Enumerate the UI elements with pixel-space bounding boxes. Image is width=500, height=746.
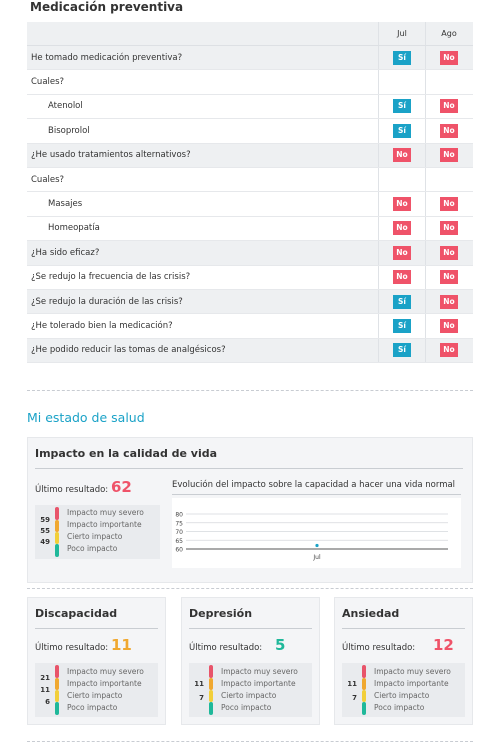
severity-bar-low — [209, 702, 213, 715]
yes-badge: Sí — [393, 124, 411, 138]
severity-bar-some — [55, 532, 59, 544]
answer-cell-jul — [378, 70, 425, 93]
no-badge: No — [440, 295, 458, 309]
question-label: Cuales? — [31, 174, 65, 185]
answer-cell-ago — [425, 192, 472, 215]
threshold-value: 11 — [40, 686, 50, 694]
severity-bar-severe — [209, 665, 213, 678]
answer-cell-jul — [378, 290, 425, 313]
question-label: ¿Se redujo la duración de las crisis? — [31, 296, 183, 307]
x-tick-label: Jul — [313, 554, 321, 561]
answer-cell-jul — [378, 168, 425, 191]
severity-bar-important — [362, 678, 366, 690]
card-divider — [189, 628, 312, 629]
y-tick-label: 70 — [175, 529, 183, 536]
answer-cell-jul — [378, 95, 425, 118]
table-row — [27, 266, 473, 290]
severity-bar-severe — [55, 507, 59, 520]
table-row — [27, 46, 473, 70]
scale-label-low: Poco impacto — [374, 703, 425, 712]
severity-bar-severe — [362, 665, 366, 678]
answer-cell-jul — [378, 119, 425, 142]
section-divider — [27, 741, 473, 742]
answer-cell-jul — [378, 339, 425, 362]
yes-badge: Sí — [393, 99, 411, 113]
answer-cell-ago — [425, 339, 472, 362]
question-label: Bisoprolol — [48, 125, 90, 136]
table-row — [27, 95, 473, 119]
y-tick-label: 80 — [175, 511, 183, 519]
answer-cell-ago — [425, 46, 472, 69]
severity-bar-important — [55, 520, 59, 532]
answer-cell-jul — [378, 217, 425, 240]
answer-cell-ago — [425, 95, 472, 118]
scale-label-some: Cierto impacto — [67, 691, 123, 700]
severity-bar-important — [55, 678, 59, 690]
table-row — [27, 290, 473, 314]
answer-cell-ago — [425, 168, 472, 191]
column-header-jul: Jul — [378, 22, 425, 45]
table-row — [27, 217, 473, 241]
no-badge: No — [440, 319, 458, 333]
answer-cell-ago — [425, 314, 472, 337]
no-badge: No — [393, 270, 411, 284]
last-result-label: Último resultado: — [189, 643, 263, 653]
column-header-ago: Ago — [425, 22, 472, 45]
y-tick-label: 75 — [175, 520, 183, 528]
anxiety-last-value: 12 — [433, 636, 454, 654]
table-row — [27, 314, 473, 338]
question-label: ¿He podido reducir las tomas de analgésicos? — [31, 345, 226, 356]
scale-label-severe: Impacto muy severo — [67, 667, 144, 676]
no-badge: No — [440, 270, 458, 284]
answer-cell-jul — [378, 266, 425, 289]
answer-cell-ago — [425, 266, 472, 289]
table-row — [27, 119, 473, 143]
threshold-value: 6 — [45, 698, 50, 706]
quality-last-value: 62 — [111, 478, 132, 496]
question-label: He tomado medicación preventiva? — [31, 52, 183, 63]
scale-label-important: Impacto importante — [221, 679, 296, 688]
scale-label-severe: Impacto muy severo — [374, 667, 451, 676]
table-row — [27, 339, 473, 363]
no-badge: No — [393, 221, 411, 235]
answer-cell-jul — [378, 314, 425, 337]
yes-badge: Sí — [393, 343, 411, 357]
no-badge: No — [440, 148, 458, 162]
data-point — [315, 544, 318, 547]
card-divider — [342, 628, 465, 629]
health-section-title: Mi estado de salud — [27, 410, 145, 425]
yes-badge: Sí — [393, 295, 411, 309]
section-divider — [27, 390, 473, 391]
disability-card-title: Discapacidad — [35, 607, 118, 620]
table-row — [27, 144, 473, 168]
yes-badge: Sí — [393, 319, 411, 333]
scale-label-severe: Impacto muy severo — [67, 508, 144, 517]
question-label: Homeopatía — [48, 223, 100, 234]
severity-bar-severe — [55, 665, 59, 678]
severity-bar-some — [362, 690, 366, 702]
threshold-value: 7 — [352, 694, 357, 702]
question-label: ¿Ha sido eficaz? — [31, 247, 100, 258]
severity-bar-low — [362, 702, 366, 715]
no-badge: No — [393, 148, 411, 162]
severity-bar-some — [209, 690, 213, 702]
table-row — [27, 70, 473, 94]
depression-card-title: Depresión — [189, 607, 253, 620]
table-row — [27, 168, 473, 192]
table-header — [27, 22, 473, 46]
scale-label-severe: Impacto muy severo — [221, 667, 298, 676]
scale-label-important: Impacto importante — [374, 679, 449, 688]
no-badge: No — [393, 197, 411, 211]
yes-badge: Sí — [393, 51, 411, 65]
no-badge: No — [393, 246, 411, 260]
no-badge: No — [440, 246, 458, 260]
threshold-value: 11 — [194, 680, 204, 688]
severity-bar-some — [55, 690, 59, 702]
y-tick-label: 60 — [175, 546, 183, 554]
no-badge: No — [440, 51, 458, 65]
table-row — [27, 192, 473, 216]
question-label: ¿Se redujo la frecuencia de las crisis? — [31, 272, 191, 283]
scale-label-some: Cierto impacto — [67, 532, 123, 541]
quality-card-title: Impacto en la calidad de vida — [35, 447, 218, 460]
chart-title: Evolución del impacto sobre la capacidad a hacer una vida normal — [172, 480, 456, 490]
scale-label-important: Impacto importante — [67, 679, 142, 688]
y-tick-label: 65 — [175, 537, 183, 545]
answer-cell-jul — [378, 241, 425, 264]
scale-label-important: Impacto importante — [67, 520, 142, 529]
answer-cell-jul — [378, 144, 425, 167]
scale-label-low: Poco impacto — [67, 544, 118, 553]
last-result-label: Último resultado: — [35, 643, 109, 653]
scale-label-some: Cierto impacto — [374, 691, 430, 700]
answer-cell-ago — [425, 144, 472, 167]
no-badge: No — [440, 124, 458, 138]
question-label: ¿He usado tratamientos alternativos? — [31, 150, 191, 161]
answer-cell-jul — [378, 46, 425, 69]
threshold-value: 55 — [40, 527, 50, 535]
table-row — [27, 241, 473, 265]
scale-label-some: Cierto impacto — [221, 691, 277, 700]
last-result-label: Último resultado: — [342, 643, 416, 653]
card-divider — [35, 468, 463, 469]
card-divider — [35, 628, 158, 629]
threshold-value: 49 — [40, 538, 50, 546]
preventive-title: Medicación preventiva — [30, 0, 184, 14]
depression-last-value: 5 — [275, 636, 286, 654]
answer-cell-ago — [425, 119, 472, 142]
section-divider — [27, 588, 473, 589]
question-label: Masajes — [48, 199, 83, 210]
answer-cell-ago — [425, 290, 472, 313]
impact-chart — [172, 498, 461, 568]
question-label: ¿He tolerado bien la medicación? — [31, 320, 173, 331]
question-label: Cuales? — [31, 77, 65, 88]
last-result-label: Último resultado: — [35, 485, 109, 495]
impact-chart-svg — [172, 498, 461, 568]
scale-label-low: Poco impacto — [221, 703, 272, 712]
preventive-table — [27, 22, 473, 363]
question-label: Atenolol — [48, 101, 83, 112]
severity-bar-important — [209, 678, 213, 690]
no-badge: No — [440, 343, 458, 357]
answer-cell-jul — [378, 192, 425, 215]
answer-cell-ago — [425, 241, 472, 264]
disability-last-value: 11 — [111, 636, 132, 654]
threshold-value: 59 — [40, 516, 50, 524]
no-badge: No — [440, 221, 458, 235]
threshold-value: 21 — [40, 674, 50, 682]
threshold-value: 11 — [347, 680, 357, 688]
chart-title-rule — [172, 494, 461, 495]
scale-label-low: Poco impacto — [67, 703, 118, 712]
answer-cell-ago — [425, 217, 472, 240]
threshold-value: 7 — [199, 694, 204, 702]
no-badge: No — [440, 197, 458, 211]
no-badge: No — [440, 99, 458, 113]
severity-bar-low — [55, 702, 59, 715]
severity-bar-low — [55, 544, 59, 557]
anxiety-card-title: Ansiedad — [342, 607, 400, 620]
answer-cell-ago — [425, 70, 472, 93]
